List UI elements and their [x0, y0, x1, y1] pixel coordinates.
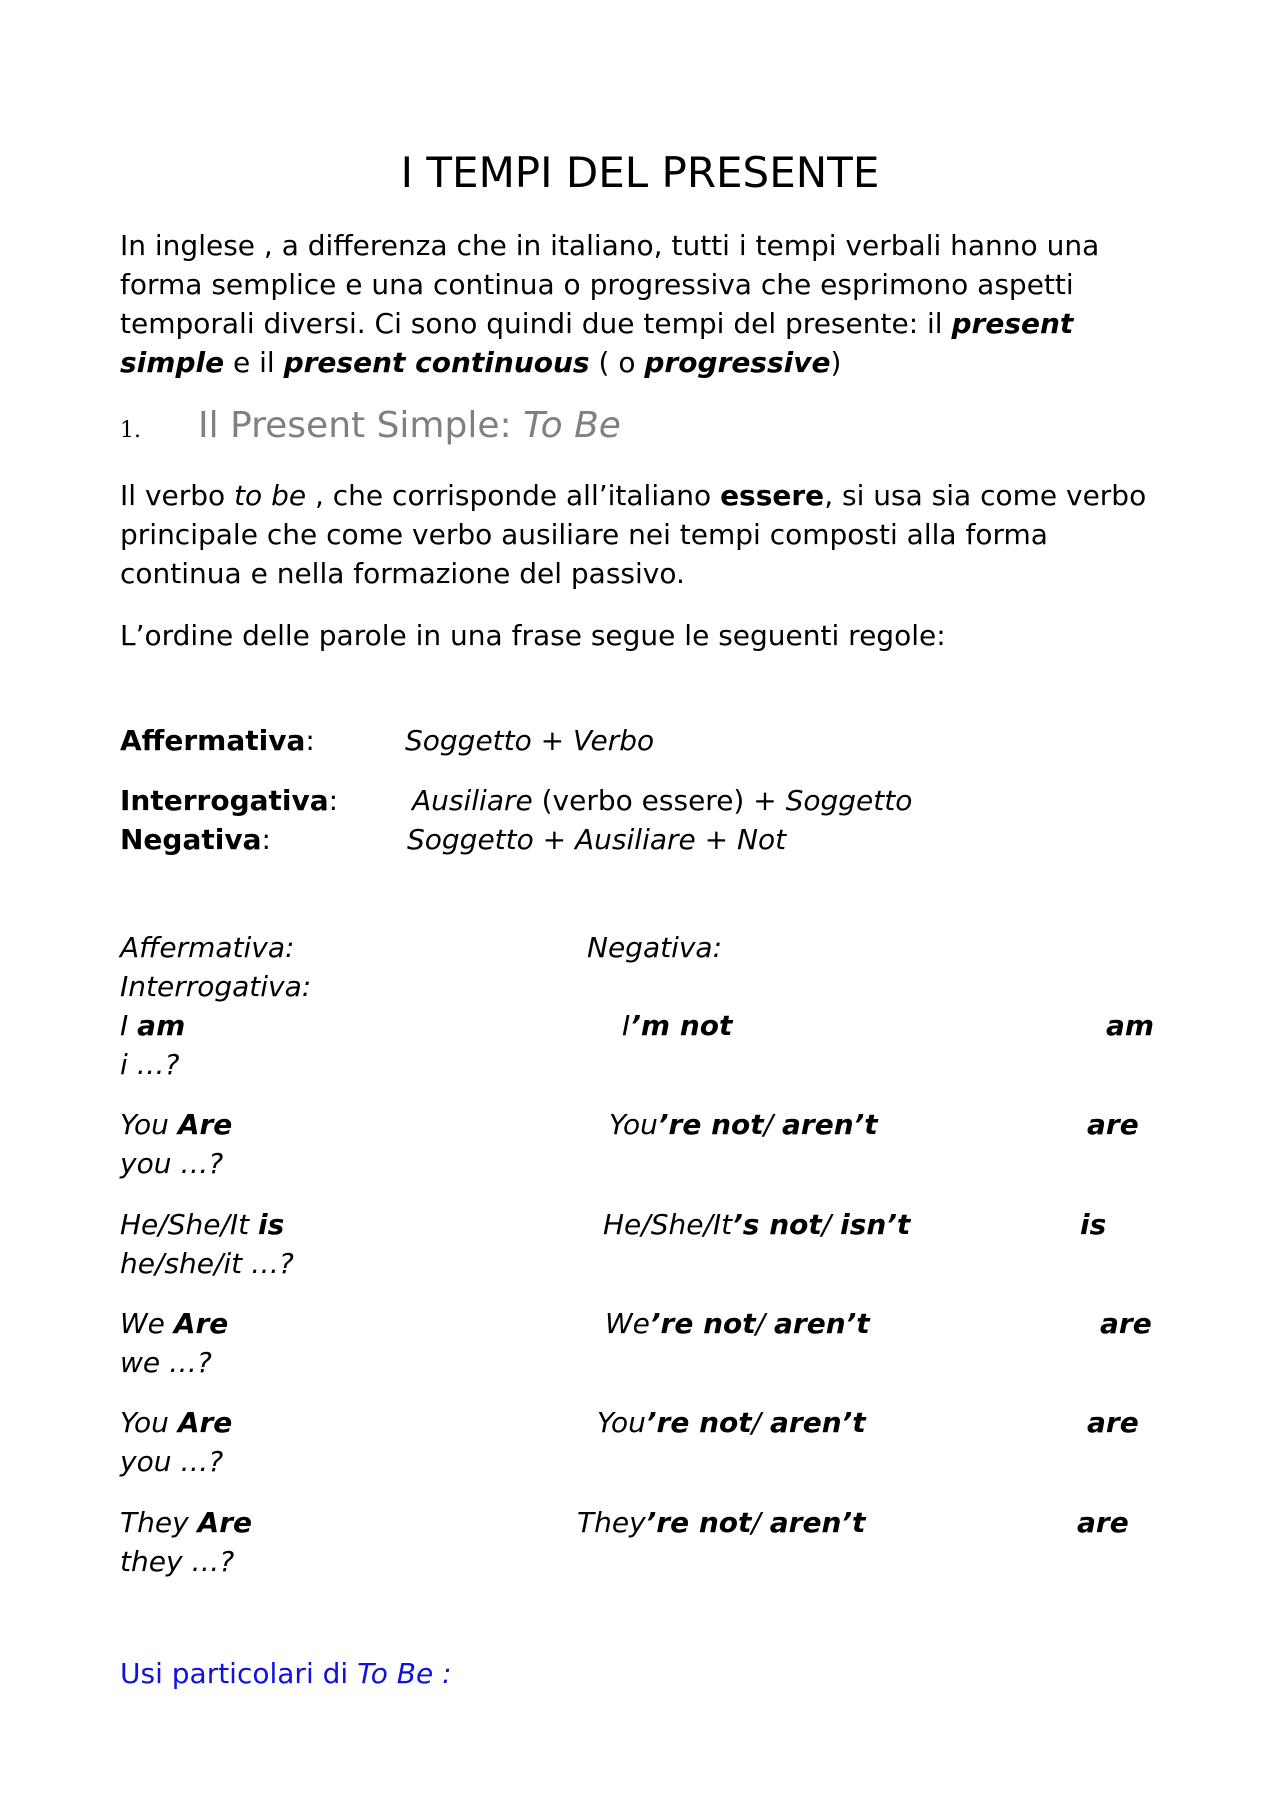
table-row-int-subject: he/she/it …? — [120, 1247, 294, 1280]
intro-text-1: In inglese , a differenza che in italiano, tutti i tempi verbali hanno una forma semplice e una continua o progressiva che esprimono aspetti temporali diversi. Ci sono quindi due tempi del presente: il — [120, 229, 1100, 340]
table-row-neg: We’re not/ aren’t — [605, 1307, 870, 1340]
table-row-int-verb: are — [1087, 1406, 1139, 1439]
table-row-neg: He/She/It’s not/ isn’t — [603, 1208, 911, 1241]
to-be-term: to be — [234, 479, 307, 512]
table-row-aff: They Are — [120, 1506, 253, 1539]
essere-term: essere — [720, 479, 825, 512]
formula-ausiliare: Ausiliare — [412, 784, 533, 817]
section-heading — [120, 405, 621, 446]
to-be-text-a: Il verbo — [120, 479, 235, 512]
rule-label-affermativa: Affermativa — [120, 724, 306, 757]
page-title: I TEMPI DEL PRESENTE — [400, 148, 880, 197]
rule-colon: : — [328, 784, 339, 817]
rule-label-negativa: Negativa — [120, 823, 262, 856]
rule-formula-affermativa: Soggetto + Verbo — [405, 724, 655, 757]
table-row-int-verb: am — [1106, 1009, 1155, 1042]
table-row-neg: They’re not/ aren’t — [577, 1506, 866, 1539]
rule-formula-negativa: Soggetto + Ausiliare + Not — [407, 823, 787, 856]
usi-particolari-text: Usi particolari di — [120, 1657, 358, 1690]
usi-particolari-italic: To Be : — [357, 1657, 452, 1690]
to-be-paragraph — [120, 476, 1160, 593]
intro-term-progressive: progressive — [644, 346, 831, 379]
table-row-int-verb: is — [1080, 1208, 1107, 1241]
table-row-aff: I am — [120, 1009, 186, 1042]
table-row-int-verb: are — [1100, 1307, 1152, 1340]
table-row-int-verb: are — [1087, 1108, 1139, 1141]
table-row-aff: You Are — [120, 1406, 233, 1439]
rule-formula-interrogativa — [412, 784, 912, 817]
table-row-int-subject: we …? — [120, 1346, 212, 1379]
table-row-int-subject: i …? — [120, 1048, 180, 1081]
intro-term-present-simple: present simple — [120, 307, 1074, 379]
intro-text-4: ) — [830, 346, 842, 379]
table-head-interrogativa: Interrogativa: — [120, 970, 312, 1003]
to-be-text-e: , si usa sia come verbo principale che come verbo ausiliare nei tempi composti alla forma continua e nella formazione del passivo. — [120, 479, 1147, 590]
table-head-negativa: Negativa: — [587, 931, 723, 964]
section-label: Il Present Simple: — [198, 405, 524, 446]
rule-colon: : — [261, 823, 271, 856]
table-row-neg: You’re not/ aren’t — [609, 1108, 878, 1141]
intro-term-present-continuous: present continuous — [283, 346, 590, 379]
rule-label-interrogativa: Interrogativa — [120, 784, 329, 817]
intro-paragraph — [120, 226, 1160, 382]
formula-soggetto: Soggetto — [785, 784, 913, 817]
rule-colon: : — [305, 724, 315, 757]
table-row-int-subject: you …? — [120, 1147, 224, 1180]
table-row-int-verb: are — [1077, 1506, 1129, 1539]
section-label-italic: To Be — [523, 405, 621, 446]
table-head-affermativa: Affermativa: — [120, 931, 295, 964]
table-row-aff: He/She/It is — [120, 1208, 285, 1241]
table-row-int-subject: you …? — [120, 1445, 224, 1478]
intro-text-3: ( o — [589, 346, 645, 379]
table-row-aff: We Are — [120, 1307, 229, 1340]
section-number: 1. — [120, 418, 141, 443]
to-be-text-c: , che corrisponde all’italiano — [306, 479, 721, 512]
formula-middle: (verbo essere) + — [532, 784, 786, 817]
usi-particolari-heading — [120, 1657, 452, 1690]
word-order-paragraph: L’ordine delle parole in una frase segue le seguenti regole: — [120, 619, 946, 652]
table-row-neg: I’m not — [622, 1009, 733, 1042]
table-row-neg: You’re not/ aren’t — [597, 1406, 866, 1439]
table-row-int-subject: they …? — [120, 1545, 235, 1578]
table-row-aff: You Are — [120, 1108, 233, 1141]
intro-text-2: e il — [224, 346, 284, 379]
